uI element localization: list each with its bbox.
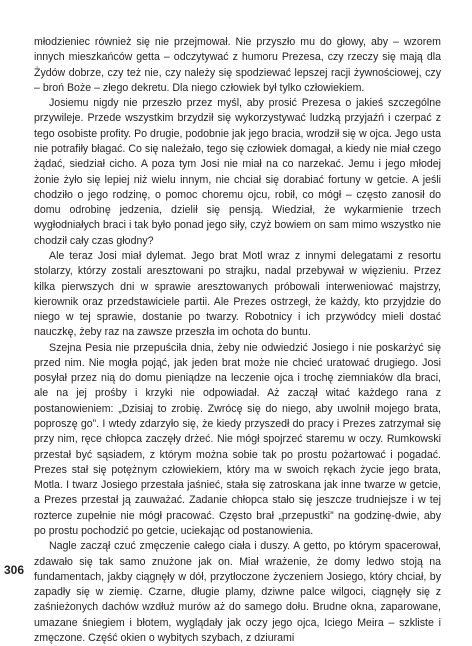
paragraph: Nagle zaczął czuć zmęczenie całego ciała i duszy. A getto, po którym spacerował, zdawało się tak samo znużone jak on. Miał wrażenie, że domy ledwo stoją na fundamentach, jakby ciągnęły w dół, przytłoczone życzeniem Josiego, który chciał, by zapadły się w ziemię. Czarne, długie plamy, dziwne palce wilgoci, ciągnęły się z zaśnieżonych dachów wzdłuż murów aż do samego dołu. Brudne okna, zaparowane, umazane śniegiem i błotem, wyglądały jak oczy jego ojca, Iciego Meira – szkliste i zmęczone. Część okien o wybitych szybach, z dziurami (34, 540, 441, 644)
page-body-text (34, 35, 441, 646)
paragraph: Szejna Pesia nie przepuściła dnia, żeby nie odwiedzić Josiego i nie poskarżyć się przed nim. Nie mogła pojąć, jak jeden brat może nie chcieć uratować drugiego. Josi posyłał przez nią do domu pieniądze na leczenie ojca i trochę ziemniaków dla braci, ale na jej prośby i krzyki nie odpowiadał. Aż zaczął witać każdego rana z postanowieniem: „Dzisiaj to zrobię. Zwrócę się do niego, aby uwolnił mojego brata, poproszę go”. I wtedy zdarzyło się, że kiedy przyszedł do pracy i Prezes zatrzymał się przy nim, ręce chłopca zaczęły drżeć. Nie mógł spojrzeć staremu w oczy. Rumkowski przestał być sąsiadem, z którym można sobie tak po prostu pożartować i pogadać. Prezes stał się potężnym człowiekiem, który ma w swoich rękach życie jego brata, Motla. I twarz Josiego przestała jaśnieć, stała się zatroskana jak inne twarze w getcie, a Prezes przestał ją zauważać. Zadanie chłopca stało się jeszcze trudniejsze i w tej rozterce zupełnie nie mógł pracować. Często brał „przepustki” na godzinę-dwie, aby po prostu pochodzić po getcie, uciekając od postanowienia. (34, 341, 441, 537)
page-number: 306 (4, 563, 25, 577)
paragraph: młodzieniec również się nie przejmował. Nie przyszło mu do głowy, aby – wzorem innych mieszkańców getta – odczytywać z humoru Prezesa, czy rzeczy się mają dla Żydów dobrze, czy też nie, czy należy się spodziewać lepszej racji żywnościowej, czy – broń Boże – złego dekretu. Dla niego człowiek był tylko człowiekiem. (34, 36, 441, 94)
paragraph: Josiemu nigdy nie przeszło przez myśl, aby prosić Prezesa o jakieś szczególne przywileje. Przede wszystkim brzydził się wykorzystywać ludzką przyjaźń i czerpać z tego osobiste profity. Po drugie, podobnie jak jego bracia, wrodził się w ojca. Jego usta nie potrafiły błagać. Co się należało, tego się człowiek domagał, a kiedy nie miał czego żądać, siedział cicho. A poza tym Josi nie miał na co narzekać. Jemu i jego młodej żonie żyło się lepiej niż wielu innym, nie chciał się dorabiać fortuny w getcie. A jeśli chodziło o jego rodzinę, o pomoc choremu ojcu, robił, co mógł – często zanosił do domu odrobinę jedzenia, dzielił się pensją. Wiedział, że wykarmienie trzech wygłodniałych braci i tak było ponad jego siły, czyż bowiem on sam mimo wszystko nie chodził cały czas głodny? (34, 97, 441, 247)
paragraph: Ale teraz Josi miał dylemat. Jego brat Motl wraz z innymi delegatami z resortu stolarzy, którzy zostali aresztowani po strajku, nadal przebywał w więzieniu. Przez kilka pierwszych dni w sprawie aresztowanych próbowali interweniować majstrzy, kierownik oraz przedstawiciele partii. Ale Prezes ostrzegł, że każdy, kto przyjdzie do niego w tej sprawie, dostanie po twarzy. Robotnicy i ich przywódcy mieli dostać nauczkę, żeby raz na zawsze przeszła im ochota do buntu. (34, 249, 441, 339)
